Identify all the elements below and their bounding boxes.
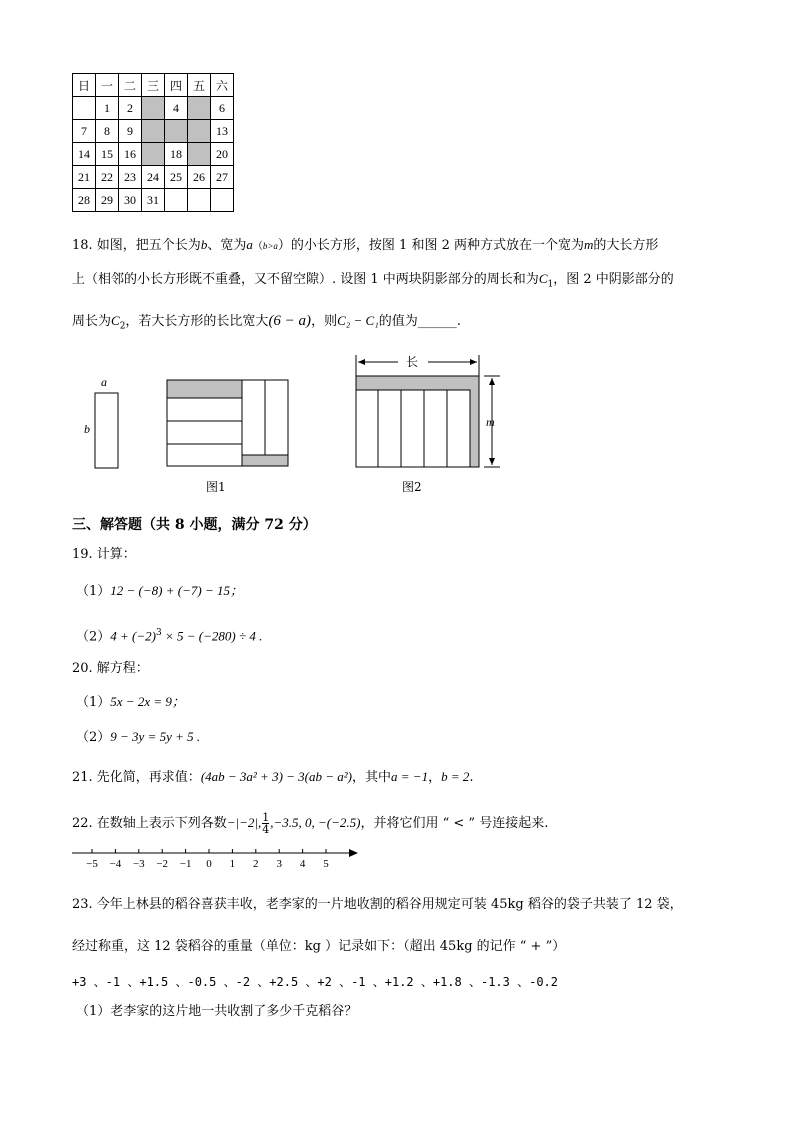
calendar-cell-shaded xyxy=(188,143,211,166)
q20-expr1: 5x − 2x = 9； xyxy=(110,694,185,709)
fraction-denominator: 4 xyxy=(262,823,270,836)
calendar-cell: 27 xyxy=(211,166,234,189)
calendar-table xyxy=(72,73,234,212)
q19-part1 xyxy=(76,583,243,600)
calendar-cell: 28 xyxy=(73,189,96,212)
axis-ticks xyxy=(86,849,329,870)
fig1-caption: 图1 xyxy=(206,480,226,494)
q19-expr2: × 5 − (−280) ÷ 4 . xyxy=(161,628,263,644)
part-label: （2） xyxy=(76,730,111,745)
q23-data: +3 、-1 、+1.5 、-0.5 、-2 、+2.5 、+2 、-1 、+1.2 、+1.8 、-1.3 、-0.2 xyxy=(72,975,559,989)
calendar-cell: 7 xyxy=(73,120,96,143)
calendar-header-cell: 三 xyxy=(142,74,165,97)
axis-tick-label: 4 xyxy=(299,858,306,870)
calendar-cell: 15 xyxy=(96,143,119,166)
q21-line xyxy=(72,769,474,786)
calendar-cell: 21 xyxy=(73,166,96,189)
q18-line2 xyxy=(72,271,674,293)
calendar-cell-shaded xyxy=(142,143,165,166)
section-title: 三、解答题（共 8 小题，满分 72 分） xyxy=(72,517,317,533)
axis-tick-label: 3 xyxy=(276,858,282,870)
q22-nums: −|−2|, xyxy=(226,815,262,830)
calendar-row xyxy=(73,189,234,212)
calendar-row xyxy=(73,143,234,166)
q22-text: ，并将它们用 “ < ” 号连接起来. xyxy=(360,816,549,831)
small-rect-b-label: b xyxy=(84,422,90,436)
axis-tick-label: 1 xyxy=(229,858,236,870)
calendar-header-cell: 日 xyxy=(73,74,96,97)
q19-expr2: 4 + (−2) xyxy=(110,628,156,644)
calendar-cell: 26 xyxy=(188,166,211,189)
q21-text: ，其中 xyxy=(352,770,392,785)
axis-tick-label: 0 xyxy=(206,858,212,870)
var-m: m xyxy=(583,237,594,252)
calendar-header-row xyxy=(73,74,234,97)
q21-text: 21. 先化简，再求值： xyxy=(72,770,201,785)
var-b: b xyxy=(200,237,208,252)
axis-tick-label: −1 xyxy=(179,858,192,870)
number-line xyxy=(68,846,364,870)
small-rectangle xyxy=(95,393,118,468)
q18-text: ，则 xyxy=(311,314,338,329)
axis-tick-label: −3 xyxy=(132,858,145,870)
q18-text: 的大长方形 xyxy=(593,238,659,253)
calendar-cell-shaded xyxy=(142,97,165,120)
q18-expr: (6 − a) xyxy=(268,313,312,329)
calendar-cell: 18 xyxy=(165,143,188,166)
calendar-cell: 30 xyxy=(119,189,142,212)
axis-tick-label: −2 xyxy=(156,858,169,870)
q18-condition: b>a xyxy=(262,241,278,251)
calendar-cell: 25 xyxy=(165,166,188,189)
q21-text: ， xyxy=(428,770,442,785)
q23-line1: 23. 今年上林县的稻谷喜获丰收，老李家的一片地收割的稻谷用规定可装 45kg 稻谷的袋子共装了 12 袋， xyxy=(72,897,683,912)
calendar-cell-shaded xyxy=(142,120,165,143)
calendar-cell: 13 xyxy=(211,120,234,143)
calendar-cell: 2 xyxy=(119,97,142,120)
q18-text: 、宽为 xyxy=(207,238,247,253)
q18-text: ）的小长方形，按图 1 和图 2 两种方式放在一个宽为 xyxy=(277,238,584,253)
var-c1-sub: 1 xyxy=(547,279,554,290)
q23-line2: 经过称重，这 12 袋稻谷的重量（单位：kg ）记录如下：（超出 45kg 的记作 “ + ”） xyxy=(72,939,566,954)
part-label: （2） xyxy=(76,629,111,645)
calendar-cell: 4 xyxy=(165,97,188,120)
q18-text: 的值为______. xyxy=(378,314,461,329)
q18-text: 上（相邻的小长方形既不重叠，又不留空隙）. 设图 1 中两块阴影部分的周长和为 xyxy=(72,272,539,287)
axis-tick-label: −5 xyxy=(86,858,98,870)
calendar-row xyxy=(73,120,234,143)
calendar-cell-shaded xyxy=(188,120,211,143)
calendar-cell: 9 xyxy=(119,120,142,143)
q19-expr1: 12 − (−8) + (−7) − 15； xyxy=(110,583,243,598)
q23-part1: （1）老李家的这片地一共收割了多少千克稻谷？ xyxy=(76,1004,358,1019)
q22-nums: ,−3.5, 0, −(−2.5) xyxy=(270,815,361,830)
figure-2 xyxy=(356,355,500,467)
calendar-cell xyxy=(73,97,96,120)
calendar-cell: 8 xyxy=(96,120,119,143)
q19-title: 19. 计算： xyxy=(72,547,136,562)
calendar-header-cell: 四 xyxy=(165,74,188,97)
fig2-m-label: m xyxy=(486,415,495,429)
fig2-shade xyxy=(356,376,479,467)
fig1-shade-top xyxy=(167,380,242,398)
number-line-arrow xyxy=(349,849,358,857)
var-c2: C xyxy=(111,313,120,328)
fig2-caption: 图2 xyxy=(402,480,422,494)
small-rect-a-label: a xyxy=(101,375,107,389)
q20-part2 xyxy=(76,729,200,746)
q18-line3 xyxy=(72,313,461,335)
axis-tick-label: 5 xyxy=(323,858,329,870)
calendar-header-cell: 二 xyxy=(119,74,142,97)
calendar-cell: 23 xyxy=(119,166,142,189)
q22-text: 22. 在数轴上表示下列各数 xyxy=(72,816,227,831)
q18-text: ，若大长方形的长比宽大 xyxy=(125,314,269,329)
calendar-cell: 16 xyxy=(119,143,142,166)
q20-expr2: 9 − 3y = 5y + 5 . xyxy=(110,729,201,744)
q20-part1 xyxy=(76,694,185,711)
axis-tick-label: −4 xyxy=(109,858,122,870)
calendar-cell: 20 xyxy=(211,143,234,166)
q22-fraction xyxy=(262,812,269,835)
calendar-header-cell: 一 xyxy=(96,74,119,97)
calendar-row xyxy=(73,166,234,189)
calendar-cell: 1 xyxy=(96,97,119,120)
q18-expr: C₂ − C₁ xyxy=(337,313,379,328)
calendar-cell xyxy=(165,189,188,212)
var-a: a xyxy=(246,237,253,252)
part-label: （1） xyxy=(76,695,111,710)
axis-tick-label: 2 xyxy=(253,858,259,870)
calendar-cell: 31 xyxy=(142,189,165,212)
fraction-numerator: 1 xyxy=(262,811,270,824)
fig2-length-label: 长 xyxy=(406,355,419,369)
q18-text: 18. 如图，把五个长为 xyxy=(72,238,201,253)
q21-text: . xyxy=(469,770,474,785)
calendar-cell: 29 xyxy=(96,189,119,212)
q18-line1 xyxy=(72,237,658,255)
calendar-header-cell: 五 xyxy=(188,74,211,97)
calendar-cell xyxy=(188,189,211,212)
calendar-cell-shaded xyxy=(165,120,188,143)
q18-text: ，图 2 中阴影部分的 xyxy=(553,272,674,287)
figure-1 xyxy=(167,380,288,466)
calendar-cell-shaded xyxy=(188,97,211,120)
q18-figures xyxy=(60,350,530,498)
calendar-header-cell: 六 xyxy=(211,74,234,97)
q20-title: 20. 解方程： xyxy=(72,661,149,676)
q21-cond-a: a = −1 xyxy=(391,769,429,784)
calendar-cell xyxy=(211,189,234,212)
calendar-cell: 24 xyxy=(142,166,165,189)
q18-text: （ xyxy=(252,241,263,252)
part-label: （1） xyxy=(76,584,111,599)
q21-expr: (4ab − 3a² + 3) − 3(ab − a²) xyxy=(200,769,353,784)
calendar-cell: 22 xyxy=(96,166,119,189)
var-c2-sub: 2 xyxy=(119,321,126,332)
q18-text: 周长为 xyxy=(72,314,112,329)
q19-part2 xyxy=(76,625,262,645)
q22-line xyxy=(72,812,548,835)
exponent: 3 xyxy=(155,628,162,638)
fig1-shade-bottom xyxy=(242,455,288,466)
calendar-row xyxy=(73,97,234,120)
q21-cond-b: b = 2 xyxy=(441,769,470,784)
calendar-cell: 6 xyxy=(211,97,234,120)
var-c1: C xyxy=(538,271,548,286)
calendar-cell: 14 xyxy=(73,143,96,166)
